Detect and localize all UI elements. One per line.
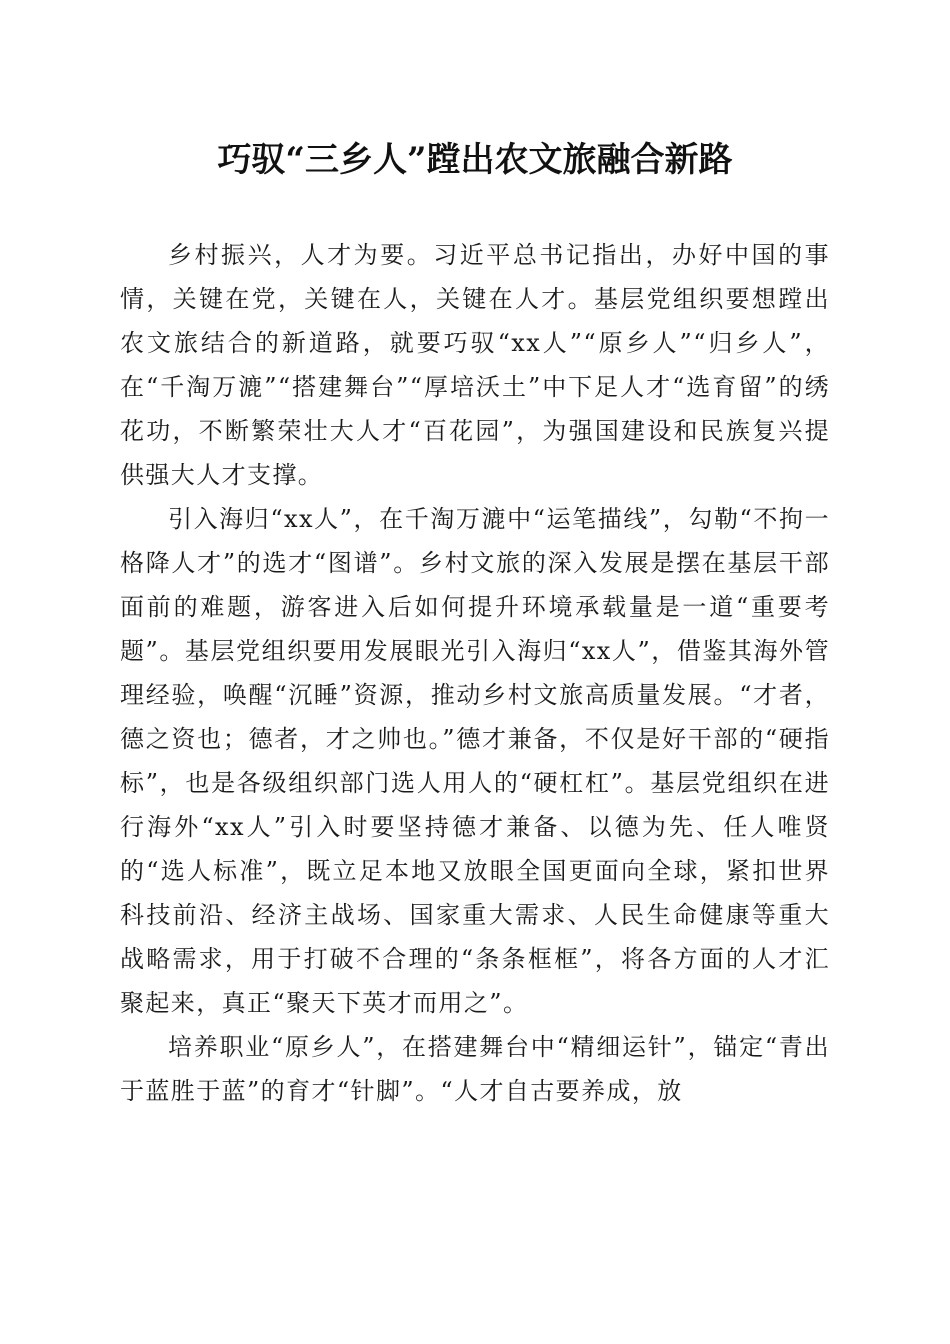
paragraph-2: 引入海归“xx人”，在千淘万漉中“运笔描线”，勾勒“不拘一格降人才”的选才“图谱”。乡村文旅的深入发展是摆在基层干部面前的难题，游客进入后如何提升环境承载量是一道“重要考题”。基层党组织要用发展眼光引入海归“xx人”，借鉴其海外管理经验，唤醒“沉睡”资源，推动乡村文旅高质量发展。“才者，德之资也；德者，才之帅也。”德才兼备，不仅是好干部的“硬指标”，也是各级组织部门选人用人的“硬杠杠”。基层党组织在进行海外“xx人”引入时要坚持德才兼备、以德为先、任人唯贤的“选人标准”，既立足本地又放眼全国更面向全球，紧扣世界科技前沿、经济主战场、国家重大需求、人民生命健康等重大战略需求，用于打破不合理的“条条框框”，将各方面的人才汇聚起来，真正“聚天下英才而用之”。 [120, 505, 830, 1017]
paragraph-3: 培养职业“原乡人”，在搭建舞台中“精细运针”，锚定“青出于蓝胜于蓝”的育才“针脚”。“人才自古要养成，放 [120, 1033, 830, 1105]
paragraph-1: 乡村振兴，人才为要。习近平总书记指出，办好中国的事情，关键在党，关键在人，关键在人才。基层党组织要想蹚出农文旅结合的新道路，就要巧驭“xx人”“原乡人”“归乡人”，在“千淘万漉”“搭建舞台”“厚培沃土”中下足人才“选育留”的绣花功，不断繁荣壮大人才“百花园”，为强国建设和民族复兴提供强大人才支撑。 [120, 241, 830, 489]
document-title: 巧驭“三乡人”蹚出农文旅融合新路 [217, 140, 733, 180]
document-body [120, 233, 830, 1113]
